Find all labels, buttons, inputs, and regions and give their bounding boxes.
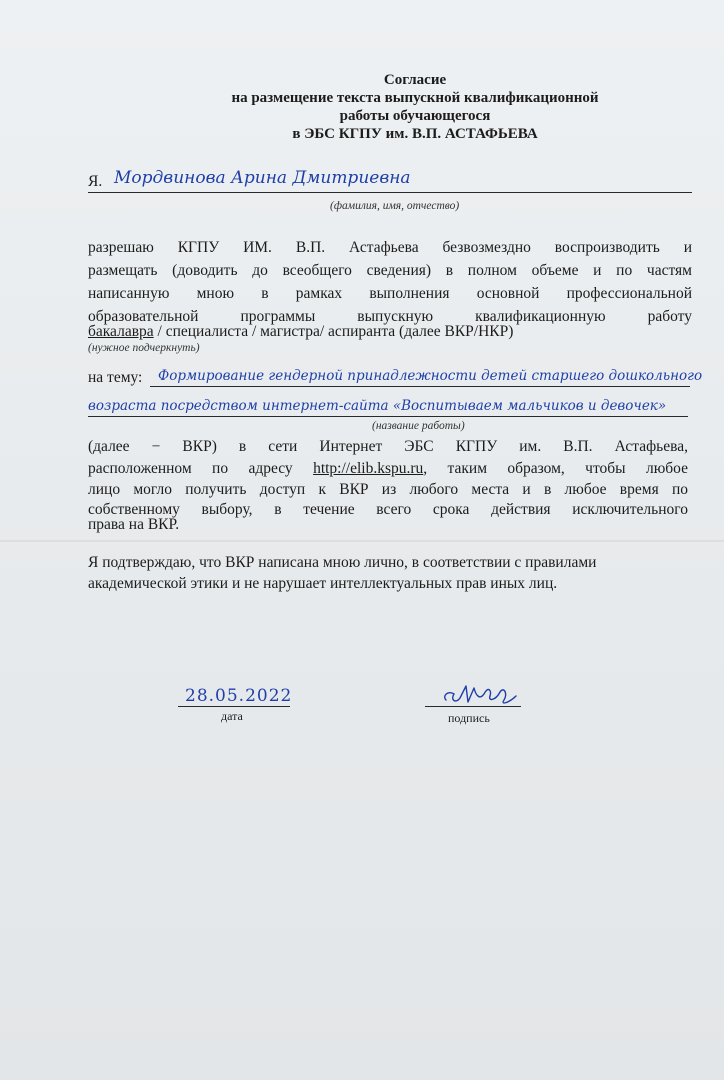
publication-line-1: (далее − ВКР) в сети Интернет ЭБС КГПУ им. В.П. Астафьева, — [88, 438, 688, 455]
topic-prefix: на тему: — [88, 369, 143, 386]
name-prefix: Я. — [88, 173, 103, 190]
consent-line-3: написанную мною в рамках выполнения основной профессиональной — [88, 285, 692, 302]
topic-underline-2 — [88, 416, 688, 417]
handwritten-topic-line-2: возраста посредством интернет-сайта «Воспитываем мальчиков и девочек» — [88, 398, 667, 414]
degree-options: / специалиста / магистра/ аспиранта (далее ВКР/НКР) — [153, 323, 514, 340]
confirmation-line-1: Я подтверждаю, что ВКР написана мною лично, в соответствии с правилами — [88, 554, 597, 571]
topic-caption: (название работы) — [372, 420, 465, 432]
date-caption: дата — [221, 709, 243, 723]
publication-line-3: лицо могло получить доступ к ВКР из любого места и в любое время по — [88, 481, 688, 498]
title-line-3: работы обучающегося — [339, 108, 491, 124]
consent-line-2: размещать (доводить до всеобщего сведения) в полном объеме и по частям — [88, 262, 692, 279]
title-line-2: на размещение текста выпускной квалификационной — [231, 90, 599, 106]
name-underline — [88, 192, 692, 193]
topic-underline-1 — [150, 386, 690, 387]
name-caption: (фамилия, имя, отчество) — [330, 200, 460, 212]
handwritten-topic-line-1: Формирование гендерной принадлежности детей старшего дошкольного — [158, 368, 703, 384]
confirmation-line-2: академической этики и не нарушает интеллектуальных прав иных лиц. — [88, 575, 558, 592]
handwritten-name: Мордвинова Арина Дмитриевна — [114, 168, 411, 188]
consent-line-4: образовательной программы выпускную квалификационную работу — [88, 308, 692, 325]
paper-fold — [0, 540, 724, 542]
title-line-1: Согласие — [383, 72, 447, 88]
underline-hint: (нужное подчеркнуть) — [88, 342, 200, 354]
publication-line-2 — [88, 459, 688, 478]
signature-caption: подпись — [448, 711, 490, 725]
handwritten-date: 28.05.2022 — [185, 686, 293, 706]
address-suffix: , таким образом, чтобы любое — [423, 460, 688, 477]
address-prefix: расположенном по адресу — [88, 460, 314, 477]
consent-line-5 — [88, 322, 692, 341]
consent-line-1: разрешаю КГПУ ИМ. В.П. Астафьева безвозмездно воспроизводить и — [88, 239, 692, 256]
date-underline — [178, 706, 290, 707]
signature-underline — [425, 706, 521, 707]
publication-line-5: права на ВКР. — [88, 516, 180, 533]
publication-line-4: собственному выбору, в течение всего срока действия исключительного — [88, 501, 688, 518]
degree-bachelor-underlined: бакалавра — [88, 323, 154, 340]
title-line-4: в ЭБС КГПУ им. В.П. АСТАФЬЕВА — [292, 126, 538, 142]
elib-link[interactable]: http://elib.kspu.ru — [313, 460, 424, 477]
